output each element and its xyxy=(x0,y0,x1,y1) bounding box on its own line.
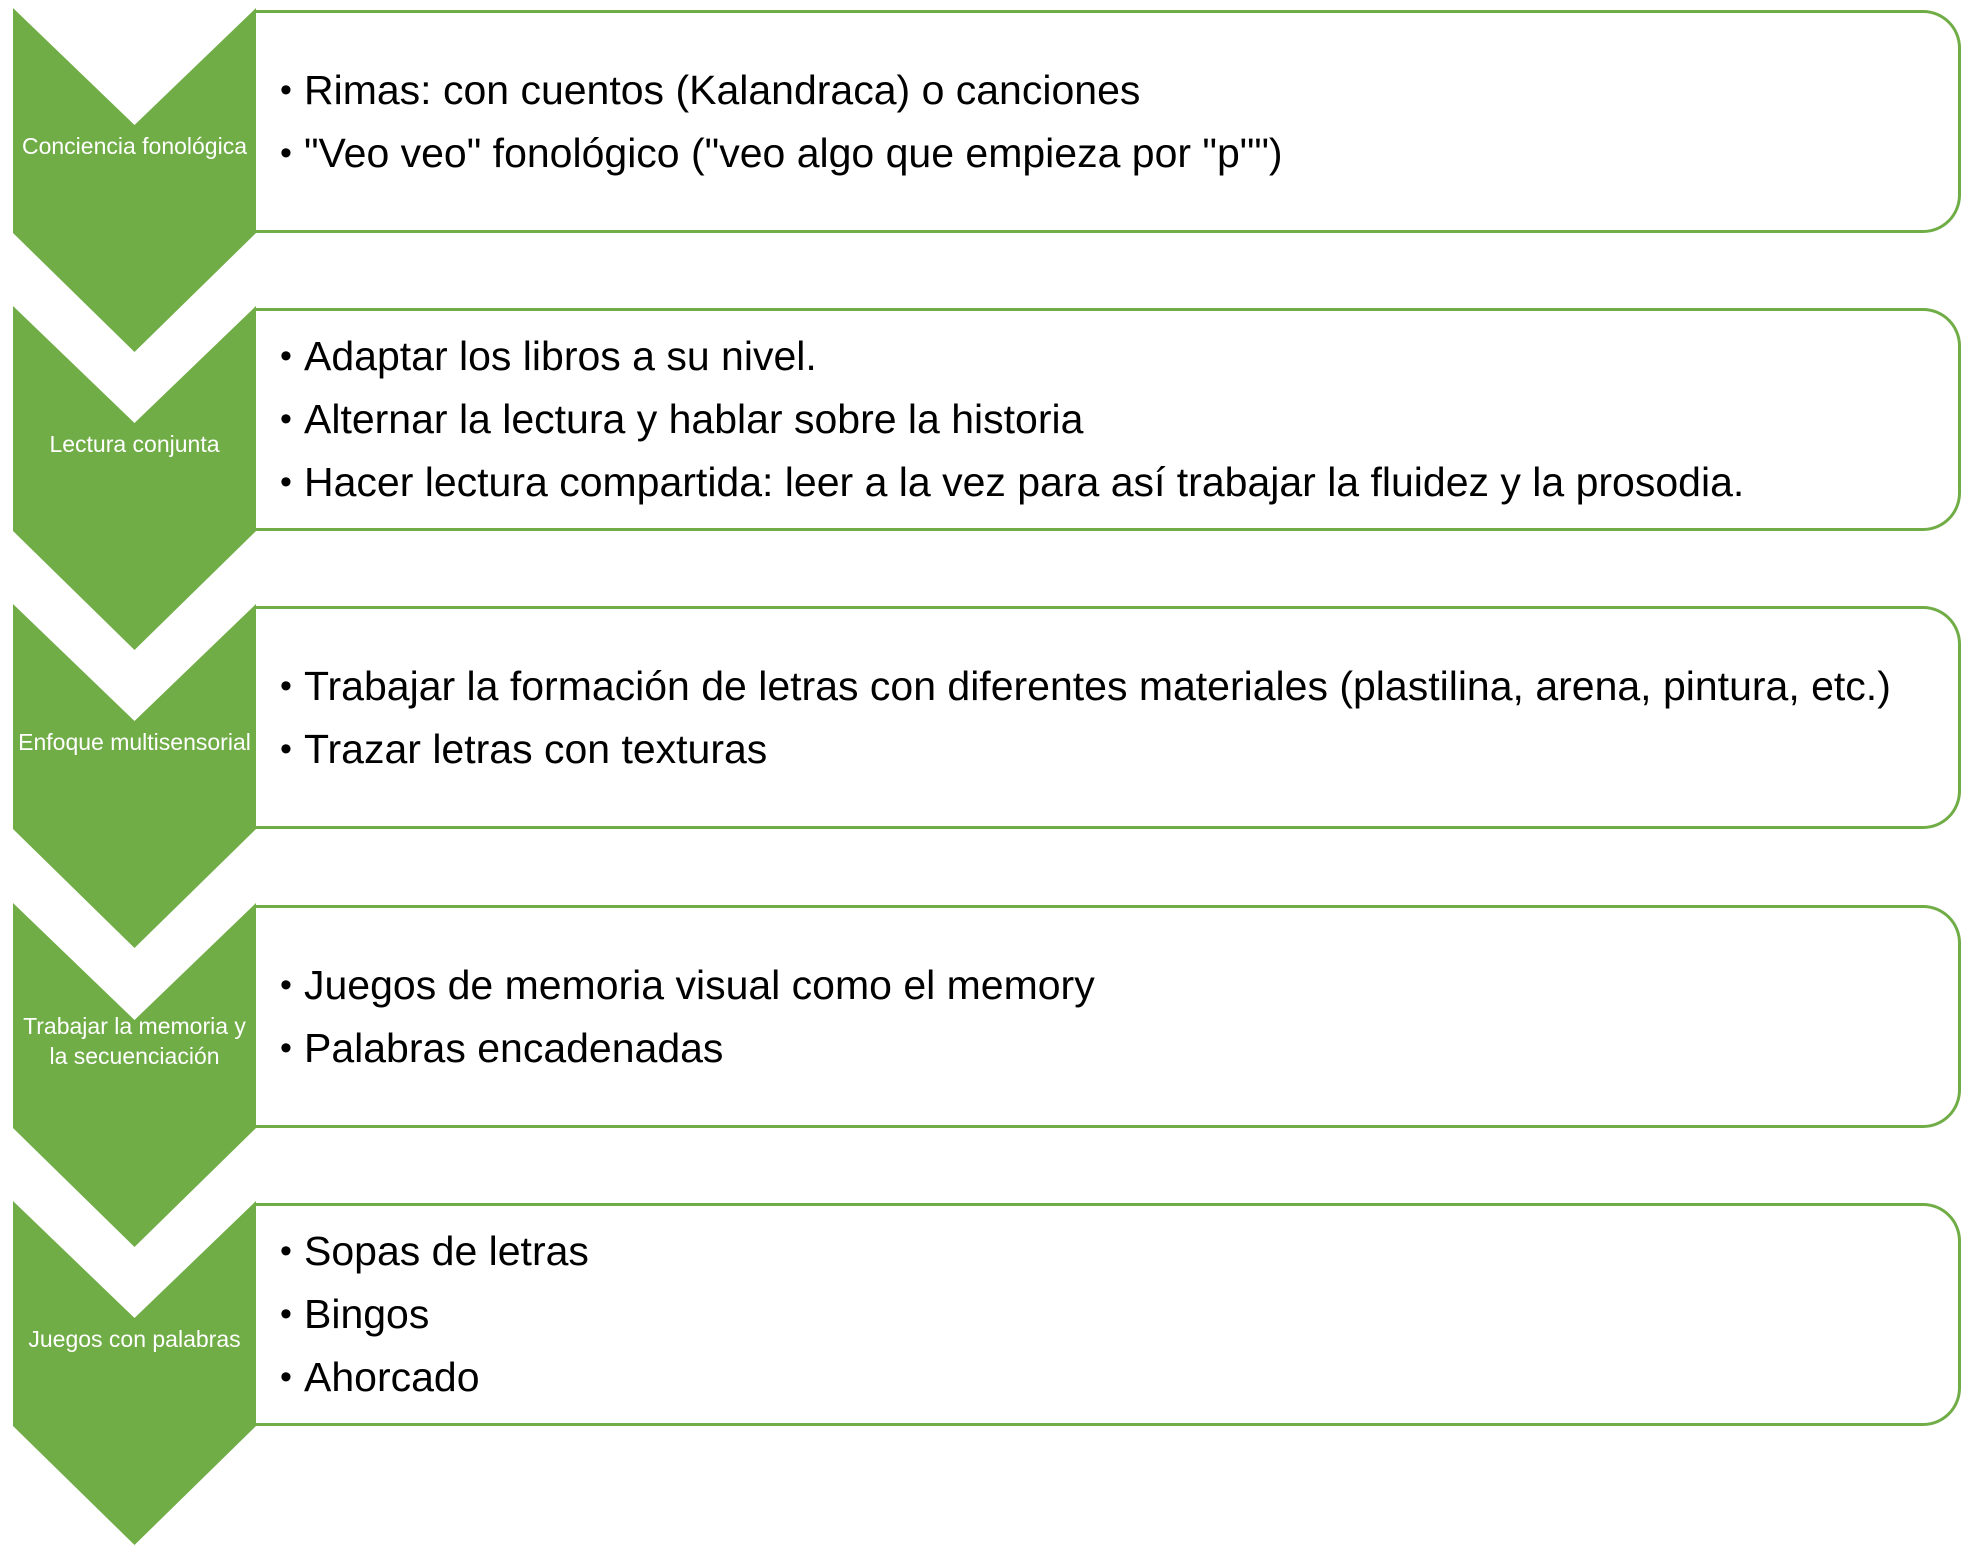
bullet-item xyxy=(280,63,1918,118)
bullet-text: Sopas de letras xyxy=(304,1228,589,1274)
bullet-text: Palabras encadenadas xyxy=(304,1024,724,1071)
bullet-icon: • xyxy=(280,729,292,768)
bullet-icon: • xyxy=(280,1295,292,1333)
bullet-item xyxy=(280,1287,1918,1342)
bullet-icon: • xyxy=(280,337,292,375)
bullet-item xyxy=(280,1021,1918,1076)
bullet-icon: • xyxy=(280,400,292,438)
bullet-item xyxy=(280,722,1918,777)
bullet-text: Bingos xyxy=(304,1291,430,1337)
step-details-box xyxy=(256,10,1961,233)
step-label: Trabajar la memoria y la secuenciación xyxy=(23,1012,246,1069)
bullet-item xyxy=(280,329,1918,384)
bullet-text: Adaptar los libros a su nivel. xyxy=(304,333,817,379)
bullet-icon: • xyxy=(280,1028,292,1067)
bullet-icon: • xyxy=(280,463,292,501)
bullet-icon: • xyxy=(280,70,292,109)
bullet-item xyxy=(280,455,1918,510)
bullet-item xyxy=(280,126,1918,181)
bullet-icon: • xyxy=(280,1358,292,1396)
bullet-icon: • xyxy=(280,965,292,1004)
bullet-icon: • xyxy=(280,1232,292,1270)
bullet-text: Trazar letras con texturas xyxy=(304,725,768,772)
bullet-text: Juegos de memoria visual como el memory xyxy=(304,961,1095,1008)
bullet-text: Trabajar la formación de letras con diferentes materiales (plastilina, arena, pintura, etc.) xyxy=(304,662,1891,709)
step-details-box xyxy=(256,308,1961,531)
bullet-item xyxy=(280,659,1918,714)
bullet-text: Alternar la lectura y hablar sobre la historia xyxy=(304,396,1084,442)
bullet-icon: • xyxy=(280,666,292,705)
bullet-item xyxy=(280,1350,1918,1405)
step-details-box xyxy=(256,1203,1961,1426)
bullet-text: Ahorcado xyxy=(304,1354,480,1400)
step-label: Lectura conjunta xyxy=(49,430,220,457)
bullet-text: "Veo veo" fonológico ("veo algo que empieza por "p"") xyxy=(304,129,1283,176)
step-label: Conciencia fonológica xyxy=(21,132,248,159)
bullet-text: Rimas: con cuentos (Kalandraca) o canciones xyxy=(304,66,1141,113)
step-row xyxy=(0,1201,1975,1551)
step-label: Enfoque multisensorial xyxy=(18,728,251,755)
bullet-item xyxy=(280,1224,1918,1279)
step-details-box xyxy=(256,905,1961,1128)
bullet-item xyxy=(280,392,1918,447)
step-label: Juegos con palabras xyxy=(28,1325,241,1352)
bullet-item xyxy=(280,958,1918,1013)
step-row xyxy=(0,604,1975,954)
bullet-icon: • xyxy=(280,133,292,172)
step-details-box xyxy=(256,606,1961,829)
bullet-text: Hacer lectura compartida: leer a la vez para así trabajar la fluidez y la prosodia. xyxy=(304,459,1745,505)
